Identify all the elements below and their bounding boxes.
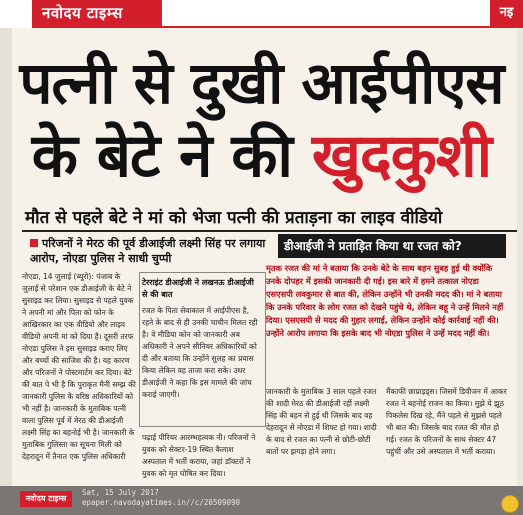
sidebar-box-title: टेरराइंट डीआईजी ने लखनऊ डीआईजी से की बात — [142, 278, 254, 299]
epaper-footer — [0, 486, 523, 515]
masthead-rule — [32, 26, 523, 28]
article-column-5: मैंकाफी छाप्राइड्स। जिसमें डिवीजन में आकर रजत ने बहनोई राजन का किया। मुझे ये झूठ पिकलेस दिख रहे, मैंने पहले से मुझसे पहले भी बात की। जिसके बाद रजत की मौत हो गई। रजत के परिजनों के साथ सेक्टर 47 पहुंचीं और उसे अस्पताल में भर्ती कराया। — [386, 387, 507, 456]
article-column-4: जानकारी के मुताबिक 3 साल पहले रजत की शादी मेरठ की डीआईजी रहीं लक्ष्मी सिंह की बहन से हुई थी जिसके बाद वह देहरादून से नोएडा में शिफ्ट हो गया। शादी के बाद से रजत का पत्नी से छोटी-छोटी बातों पर झगड़ा होने लगा। — [266, 387, 377, 456]
smiley-icon — [501, 495, 519, 513]
footer-meta — [82, 488, 240, 508]
sidebar-box-body: रजत के पिता सेवाकाल में आईपीएस है, रहने के बाद से ही उनकी चाचीन मिलत रही है। वे मीडिया कोन को जानकारी अब अधिकारी ने अपने सीनियर अधिकारियों को दी और बताया कि उन्होंने सुलह का प्रयास किया लेकिन वह ताजा करा सके। उधर डीआईजी ने कहा कि इस मामले की जांच कराई जाएगी। — [142, 306, 258, 399]
headline-line-2-prefix: के बेटे ने की — [31, 121, 312, 191]
masthead-corner: नइ — [490, 0, 523, 26]
side-banner: डीआईजी ने प्रताड़ित किया था रजत को? — [278, 234, 506, 258]
article-column-1: नोएडा, 14 जुलाई (ब्यूरो): पंजाब के जुलाई से परेशान एक डीआईजी के बेटे ने सुसाइड कर लिया। सुसाइड से पहले युवक ने अपनी मां और पिता को फोन के आखिरकार का एक वीडियो और लाइव वीडियो अपनी मां को दिया है। दूसरी तरफ नोएडा पुलिस ने इस सुसाइड कराए लिए और बच्चों की साजिश की है। यह कारण और परिजनों ने पोस्टमार्टम कर दिया। बेटे की बात पे भी है कि पुराकृत मैनी सम्झ की जानकारी पुलिस के वरिष्ठ अधिकारियों को भी नहीं है। जानकारी के मुताबिक पत्नी वाला पुलिस पूर्व में मेरठ की डीआईजी लक्ष्मी सिंह का बहनोई भी है। जानकारी के मुताबिक गुलिस्ता का सूचना मिली को देहरादून में तैनात एक पुलिस अधिकारी — [22, 272, 136, 461]
article-column-highlight: मृतक रजत की मां ने बताया कि उनके बेटे के साथ बहन सुबह हुई थी क्योंकि उनके दोपहर में इसकी जानकारी दी गई। इस बारे में हमने तत्काल नोएडा एसएसपी लवकुमार से बात की, लेकिन उन्होंने भी उनकी मदद की। मां ने बताया कि उनके परिवार के लोग रजत को देखने पहुंचे थे, लेकिन बहू ने उन्हें मिलने नहीं दिया। एसएसपी से मदद की गुहार लगाई, लेकिन उन्होंने कोई कार्रवाई नहीं की। उन्होंने आरोप लगाया कि इसके बाद भी नोएडा पुलिस ने उन्हें मदद नहीं की। — [266, 263, 504, 338]
footer-logo: नवोदय टाइम्स — [20, 491, 72, 507]
headline-line-2-red: खुदकुशी — [311, 121, 492, 191]
kicker-text: परिजनों ने मेरठ की पूर्व डीआईजी लक्ष्मी सिंह पर लगाया आरोप, नोएडा पुलिस ने साधी चुप्पी — [30, 237, 266, 265]
masthead-title: नवोदय टाइम्स — [42, 4, 123, 22]
sidebar-box — [142, 277, 260, 422]
footer-date: Sat, 15 July 2017 — [82, 488, 159, 497]
headline-line-2 — [0, 121, 523, 191]
kicker — [30, 236, 278, 266]
subheadline-rule — [22, 230, 517, 232]
article-column-2-bottom: पढ़ाई पीरियर आरम्भहत्यक नी। परिजनों ने युवक को सेक्टर-19 स्थित कैलाश अस्पताल में भर्ती कराया, जहां डॉक्टरों ने युवक को मृत घोषित कर दिया। — [142, 433, 256, 478]
footer-url: epaper.navodayatimes.in//c/20509090 — [82, 498, 241, 507]
subheadline: मौत से पहले बेटे ने मां को भेजा पत्नी की प्रताड़ना का लाइव वीडियो — [25, 208, 443, 228]
kicker-bullet-icon — [30, 239, 38, 247]
headline-line-1: पत्नी से दुखी आईपीएस — [19, 49, 504, 117]
